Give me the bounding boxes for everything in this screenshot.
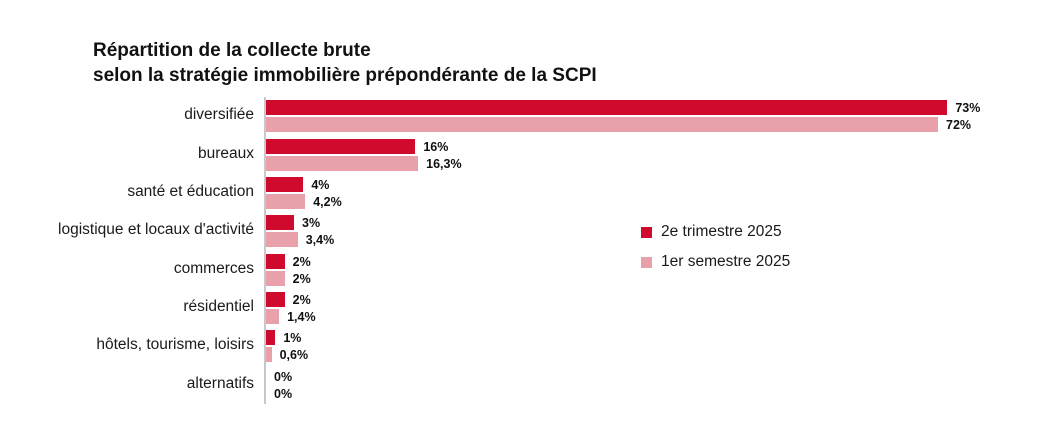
- chart-category-row: [96, 327, 964, 365]
- chart-title: [93, 38, 597, 88]
- chart-category-row: [197, 135, 964, 173]
- bar-value-1-4: 2%: [292, 271, 311, 286]
- chart-category-row: [173, 251, 964, 289]
- category-label-4: commerces: [173, 259, 254, 277]
- bar-1-4: [266, 271, 285, 286]
- category-label-3: logistique et locaux d'activité: [58, 221, 254, 239]
- bar-0-1: [266, 139, 415, 154]
- chart-legend: [641, 217, 790, 277]
- legend-swatch-icon-0: [641, 227, 652, 238]
- chart-category-row: [183, 289, 964, 327]
- bar-value-1-7: 0%: [274, 386, 293, 401]
- chart-category-row: [127, 174, 964, 212]
- bar-0-2: [266, 177, 303, 192]
- bar-value-0-5: 2%: [292, 293, 311, 308]
- bar-value-1-6: 0,6%: [279, 348, 309, 363]
- bar-value-1-5: 1,4%: [287, 310, 316, 325]
- bar-value-1-1: 16,3%: [426, 156, 462, 171]
- bar-0-5: [266, 292, 285, 307]
- bar-0-3: [266, 215, 294, 230]
- bar-1-1: [266, 156, 418, 171]
- bar-value-1-2: 4,2%: [313, 194, 342, 209]
- bar-value-0-1: 16%: [423, 139, 449, 154]
- legend-swatch-icon-1: [641, 257, 652, 268]
- bar-value-1-3: 3,4%: [305, 233, 335, 248]
- bar-value-0-3: 3%: [302, 216, 321, 231]
- chart-title-line-1: Répartition de la collecte brute: [93, 40, 371, 61]
- bar-value-0-0: 73%: [955, 101, 981, 116]
- category-label-7: alternatifs: [186, 374, 254, 392]
- chart-category-row: [186, 366, 964, 404]
- legend-label-0: 2e trimestre 2025: [661, 223, 782, 240]
- legend-item-1[interactable]: [641, 247, 790, 277]
- plot-area: [58, 97, 981, 404]
- category-label-1: bureaux: [197, 144, 254, 162]
- bar-1-0: [266, 117, 938, 132]
- bar-1-3: [266, 232, 298, 247]
- category-label-5: résidentiel: [183, 298, 254, 316]
- legend-label-1: 1er semestre 2025: [661, 253, 791, 270]
- chart-category-row: [58, 212, 964, 250]
- bar-1-2: [266, 194, 305, 209]
- bar-value-0-2: 4%: [311, 177, 330, 192]
- bar-value-0-7: 0%: [274, 369, 293, 384]
- category-label-2: santé et éducation: [127, 182, 254, 200]
- bar-1-6: [266, 347, 272, 362]
- bar-value-0-4: 2%: [292, 254, 311, 269]
- category-label-0: diversifiée: [184, 106, 254, 124]
- bar-value-1-0: 72%: [946, 118, 972, 133]
- bar-0-4: [266, 254, 285, 269]
- bar-0-0: [266, 100, 947, 115]
- bar-1-5: [266, 309, 279, 324]
- bar-0-6: [266, 330, 275, 345]
- legend-item-0[interactable]: [641, 217, 790, 247]
- chart-category-row: [184, 97, 981, 135]
- chart-title-line-2: selon la stratégie immobilière prépondérante de la SCPI: [93, 65, 597, 86]
- bar-value-0-6: 1%: [283, 331, 302, 346]
- category-label-6: hôtels, tourisme, loisirs: [96, 336, 254, 354]
